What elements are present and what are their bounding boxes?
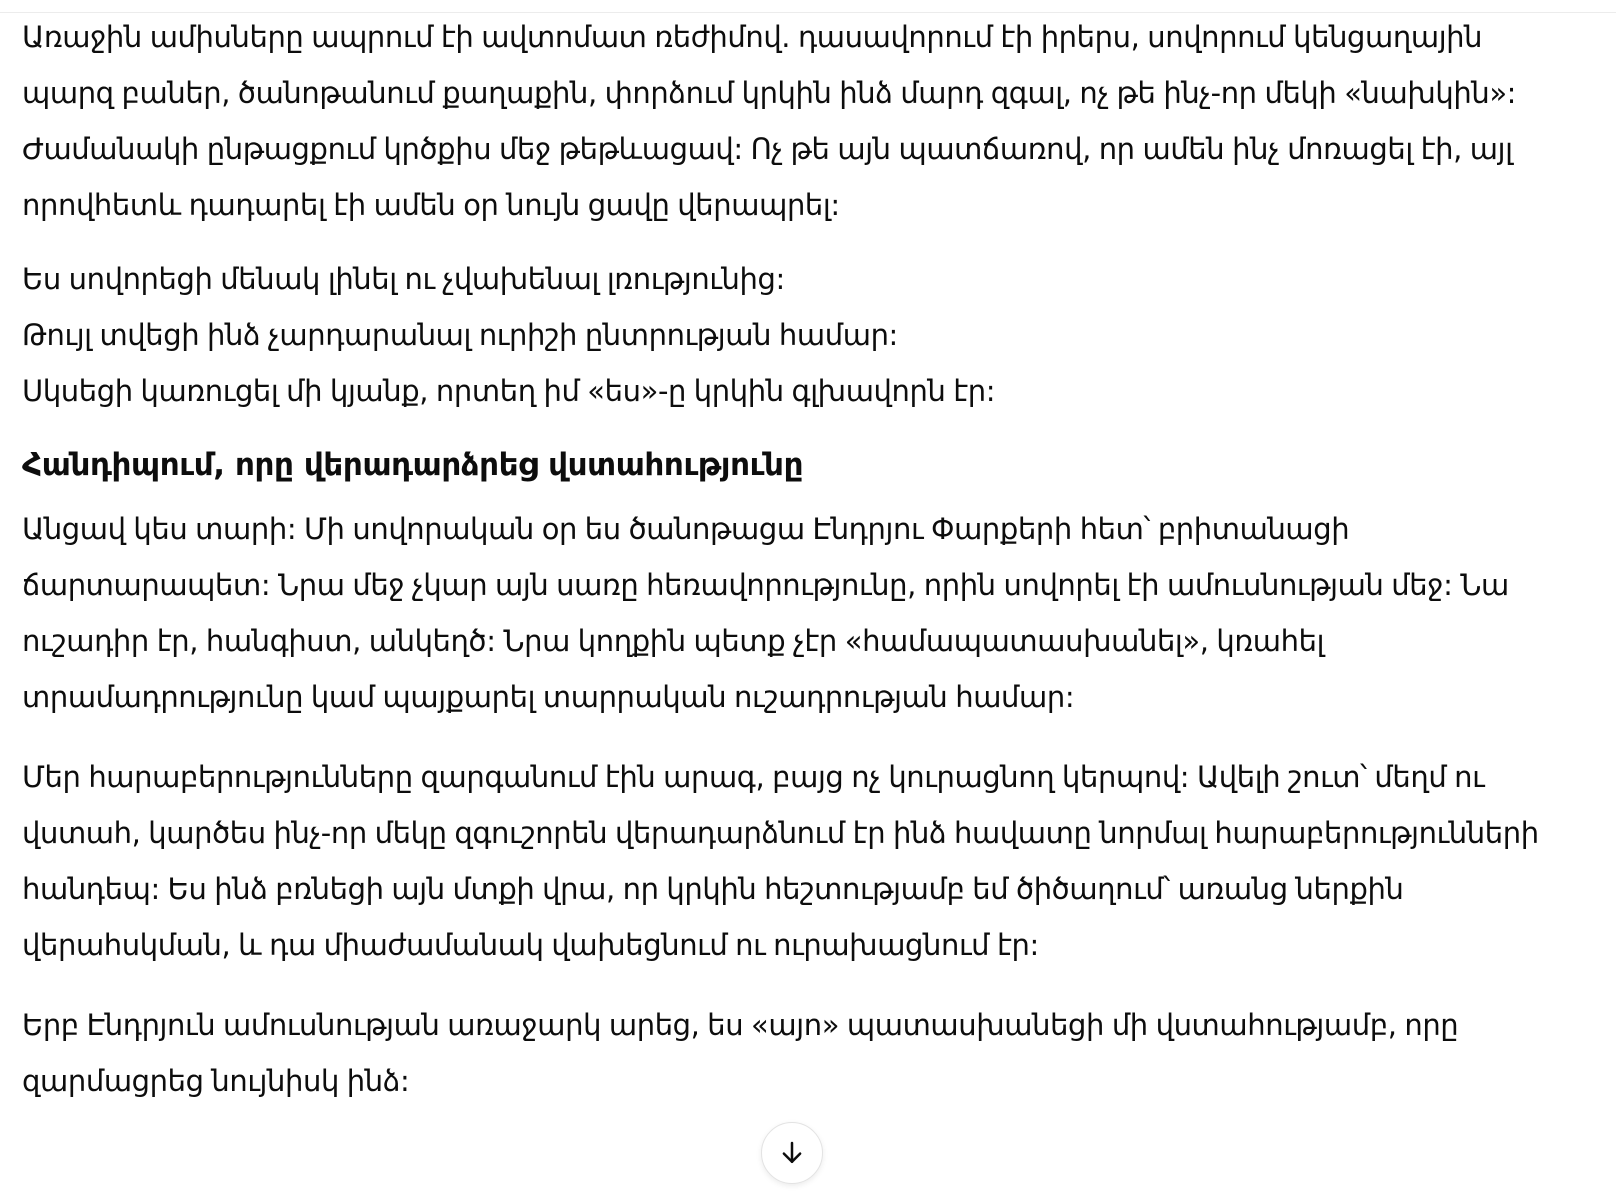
paragraph-half-year — [22, 501, 1582, 725]
text-line: Մեր հարաբերությունները զարգանում էին արագ, բայց ոչ կուրացնող կերպով: Ավելի շուտ՝ մեղմ ու — [22, 760, 1485, 794]
text-line: Սկսեցի կառուցել մի կյանք, որտեղ իմ «ես»-ը կրկին գլխավորն էր: — [22, 374, 996, 408]
text-line: Ժամանակի ընթացքում կրծքիս մեջ թեթևացավ: Ոչ թե այն պատճառով, որ ամեն ինչ մոռացել էի, այլ — [22, 132, 1513, 166]
text-line: Առաջին ամիսները ապրում էի ավտոմատ ռեժիմով. դասավորում էի իրերս, սովորում կենցաղային — [22, 20, 1483, 54]
text-line: զարմացրեց նույնիսկ ինձ: — [22, 1064, 410, 1098]
text-line: Ես սովորեցի մենակ լինել ու չվախենալ լռությունից: — [22, 262, 785, 296]
paragraph-learned-alone — [22, 251, 1582, 419]
text-line: ուշադիր էր, հանգիստ, անկեղծ: Նրա կողքին պետք չէր «համապատասխանել», կռահել — [22, 624, 1325, 658]
arrow-down-icon — [777, 1138, 807, 1168]
text-line: հանդեպ: Ես ինձ բռնեցի այն մտքի վրա, որ կրկին հեշտությամբ եմ ծիծաղում՝ առանց ներքին — [22, 872, 1404, 906]
text-line: տրամադրությունը կամ պայքարել տարրական ուշադրության համար: — [22, 680, 1075, 714]
text-line: Անցավ կես տարի: Մի սովորական օր ես ծանոթացա Էնդրյու Փարքերի հետ՝ բրիտանացի — [22, 512, 1350, 546]
paragraph-first-months — [22, 9, 1582, 233]
text-line: վերահսկման, և դա միաժամանակ վախեցնում ու ուրախացնում էր: — [22, 928, 1039, 962]
paragraph-proposal — [22, 997, 1582, 1109]
text-line: պարզ բաներ, ծանոթանում քաղաքին, փորձում կրկին ինձ մարդ զգալ, ոչ թե ինչ-որ մեկի «նախկին»: — [22, 76, 1517, 110]
chat-message-content — [22, 9, 1582, 1133]
text-line: վստահ, կարծես ինչ-որ մեկը զգուշորեն վերադարձնում էր ինձ հավատը նորմալ հարաբերությունների — [22, 816, 1539, 850]
text-line: Երբ Էնդրյուն ամուսնության առաջարկ արեց, ես «այո» պատասխանեցի մի վստահությամբ, որը — [22, 1008, 1459, 1042]
scroll-to-bottom-button[interactable] — [761, 1122, 823, 1184]
section-heading: Հանդիպում, որը վերադարձրեց վստահությունը — [22, 447, 804, 483]
text-line: որովհետև դադարել էի ամեն օր նույն ցավը վերապրել: — [22, 188, 840, 222]
text-line: Թույլ տվեցի ինձ չարդարանալ ուրիշի ընտրության համար: — [22, 318, 898, 352]
paragraph-relationship — [22, 749, 1582, 973]
text-line: ճարտարապետ: Նրա մեջ չկար այն սառը հեռավորությունը, որին սովորել էի ամուսնության մեջ: Նա — [22, 568, 1509, 602]
